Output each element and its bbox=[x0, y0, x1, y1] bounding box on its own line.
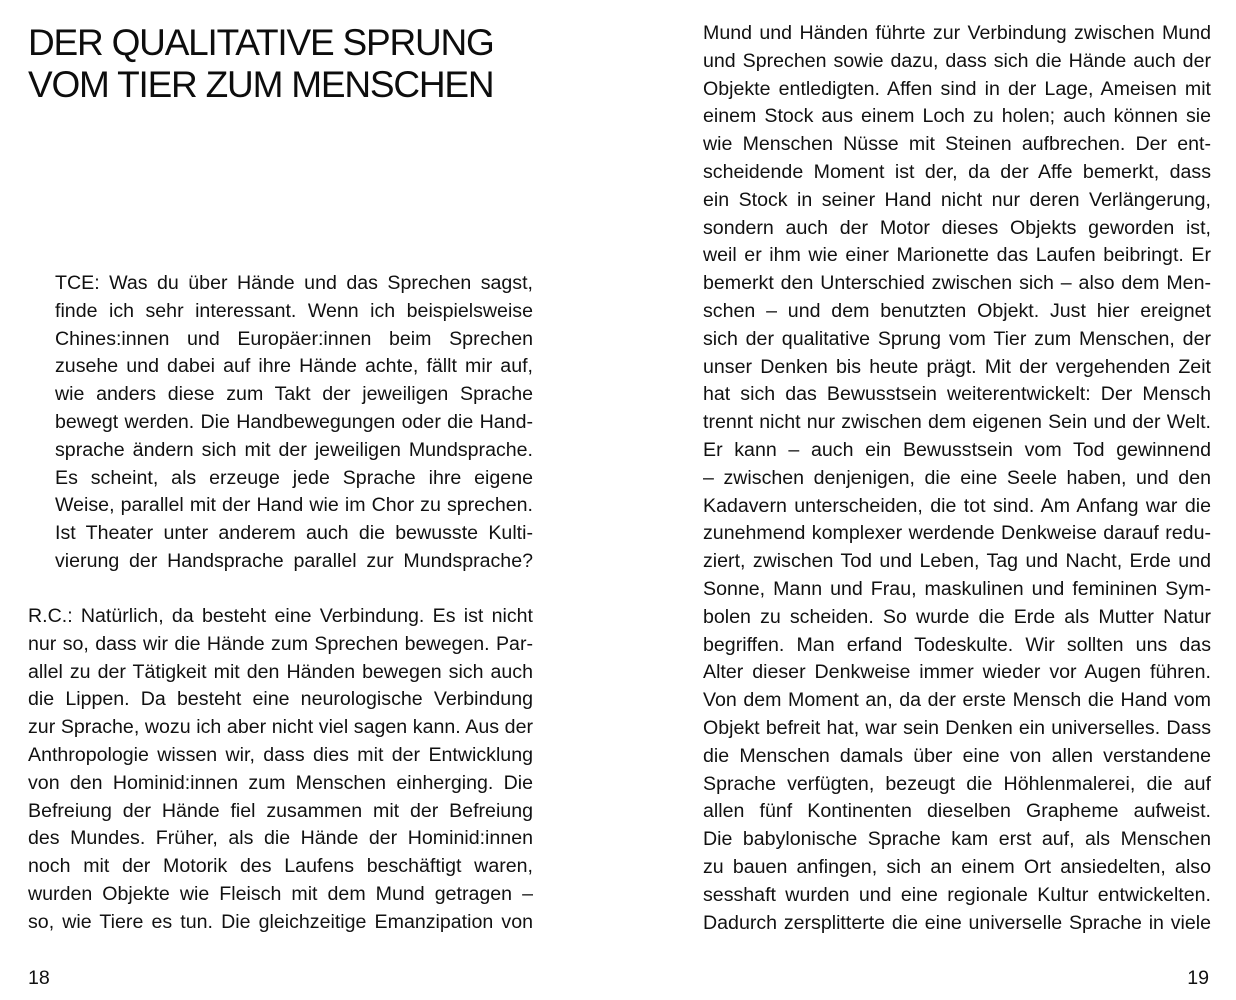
text-line: die Menschen damals über eine von allen verstandene bbox=[703, 744, 1211, 767]
text-line: Kadavern unterscheiden, die tot sind. Am Anfang war die bbox=[703, 494, 1211, 517]
text-line: bewegt werden. Die Handbewegungen oder die Hand- bbox=[55, 410, 533, 433]
text-line: finde ich sehr interessant. Wenn ich beispielsweise bbox=[55, 299, 533, 322]
text-line: zusehe und dabei auf ihre Hände achte, fällt mir auf, bbox=[55, 355, 533, 378]
text-line: Befreiung der Hände fiel zusammen mit der Befreiung bbox=[28, 799, 533, 822]
text-line: Er kann – auch ein Bewusstsein vom Tod gewinnend bbox=[703, 438, 1211, 461]
text-line: hat sich das Bewusstsein weiterentwickelt: Der Mensch bbox=[703, 383, 1211, 406]
text-line: wie anders diese zum Takt der jeweiligen Sprache bbox=[55, 383, 533, 406]
text-line: sprache ändern sich mit der jeweiligen Mundsprache. bbox=[55, 438, 533, 461]
right-page bbox=[618, 0, 1236, 1000]
text-line: Dadurch zersplitterte die eine universelle Sprache in viele bbox=[703, 911, 1211, 934]
text-line: TCE: Was du über Hände und das Sprechen sagst, bbox=[55, 272, 533, 294]
chapter-title-line: VOM TIER ZUM MENSCHEN bbox=[28, 64, 494, 105]
text-line: zunehmend komplexer werdende Denkweise darauf redu- bbox=[703, 522, 1211, 545]
text-line: Es scheint, als erzeuge jede Sprache ihre eigene bbox=[55, 466, 533, 489]
text-line: scheidende Moment ist der, da der Affe bemerkt, dass bbox=[703, 160, 1211, 183]
text-line: so, wie Tiere es tun. Die gleichzeitige Emanzipation von bbox=[28, 910, 533, 933]
text-line: nur so, dass wir die Hände zum Sprechen bewegen. Par- bbox=[28, 632, 533, 655]
text-line: Sonne, Mann und Frau, maskulinen und femininen Sym- bbox=[703, 577, 1211, 600]
text-line: wie Menschen Nüsse mit Steinen aufbrechen. Der ent- bbox=[703, 133, 1211, 156]
text-line: sesshaft wurden und eine regionale Kultur entwickelten. bbox=[703, 883, 1211, 906]
text-line: sich der qualitative Sprung vom Tier zum Menschen, der bbox=[703, 327, 1211, 350]
text-line: R.C.: Natürlich, da besteht eine Verbindung. Es ist nicht bbox=[28, 605, 533, 627]
text-line: schen – und dem benutzten Objekt. Just hier ereignet bbox=[703, 299, 1211, 322]
text-line: bemerkt den Unterschied zwischen sich – also dem Men- bbox=[703, 272, 1211, 295]
text-line: Alter dieser Denkweise immer wieder vor Augen führen. bbox=[703, 661, 1211, 684]
text-line: einem Stock aus einem Loch zu holen; auch können sie bbox=[703, 105, 1211, 128]
text-line: noch mit der Motorik des Laufens beschäftigt waren, bbox=[28, 855, 533, 878]
text-line: des Mundes. Früher, als die Hände der Hominid:innen bbox=[28, 827, 533, 850]
text-line: sondern auch der Motor dieses Objekts geworden ist, bbox=[703, 216, 1211, 239]
text-line: Ist Theater unter anderem auch die bewusste Kulti- bbox=[55, 522, 533, 545]
text-line: allel zu der Tätigkeit mit den Händen bewegen sich auch bbox=[28, 660, 533, 683]
text-line: die Lippen. Da besteht eine neurologische Verbindung bbox=[28, 688, 533, 711]
text-line: unser Denken bis heute prägt. Mit der vergehenden Zeit bbox=[703, 355, 1211, 378]
text-line: Mund und Händen führte zur Verbindung zwischen Mund bbox=[703, 22, 1211, 44]
text-line: Von dem Moment an, da der erste Mensch die Hand vom bbox=[703, 689, 1211, 712]
page-number: 18 bbox=[28, 967, 50, 989]
text-line: von den Hominid:innen zum Menschen einherging. Die bbox=[28, 771, 533, 794]
text-line: ziert, zwischen Tod und Leben, Tag und Nacht, Erde und bbox=[703, 550, 1211, 573]
text-line: ein Stock in seiner Hand nicht nur deren Verlängerung, bbox=[703, 188, 1211, 211]
tce-question-paragraph bbox=[55, 270, 533, 576]
rc-answer-paragraph bbox=[28, 603, 533, 937]
text-line: vierung der Handsprache parallel zur Mundsprache? bbox=[55, 549, 533, 572]
text-line: Weise, parallel mit der Hand wie im Chor zu sprechen. bbox=[55, 494, 533, 517]
text-line: bolen zu scheiden. So wurde die Erde als Mutter Natur bbox=[703, 605, 1211, 628]
text-line: zur Sprache, wozu ich aber nicht viel sagen kann. Aus der bbox=[28, 716, 533, 739]
chapter-title bbox=[28, 22, 568, 106]
body-text-column bbox=[703, 20, 1211, 937]
text-line: Objekte entledigten. Affen sind in der Lage, Ameisen mit bbox=[703, 77, 1211, 100]
text-line: begriffen. Man erfand Todeskulte. Wir sollten uns das bbox=[703, 633, 1211, 656]
text-line: allen fünf Kontinenten dieselben Grapheme aufweist. bbox=[703, 800, 1211, 823]
chapter-title-line: DER QUALITATIVE SPRUNG bbox=[28, 22, 494, 63]
text-line: weil er ihm wie einer Marionette das Laufen beibringt. Er bbox=[703, 244, 1211, 267]
text-line: Chines:innen und Europäer:innen beim Sprechen bbox=[55, 327, 533, 350]
text-line: zu bauen anfingen, sich an einem Ort ansiedelten, also bbox=[703, 855, 1211, 878]
text-line: – zwischen denjenigen, die eine Seele haben, und den bbox=[703, 466, 1211, 489]
text-line: Sprache verfügten, bezeugt die Höhlenmalerei, die auf bbox=[703, 772, 1211, 795]
page-number: 19 bbox=[1187, 967, 1209, 989]
text-line: Objekt befreit hat, war sein Denken ein universelles. Dass bbox=[703, 716, 1211, 739]
text-line: Die babylonische Sprache kam erst auf, als Menschen bbox=[703, 828, 1211, 851]
text-line: trennt nicht nur zwischen dem eigenen Sein und der Welt. bbox=[703, 411, 1211, 434]
text-line: wurden Objekte wie Fleisch mit dem Mund getragen – bbox=[28, 882, 533, 905]
text-line: und Sprechen sowie dazu, dass sich die Hände auch der bbox=[703, 49, 1211, 72]
text-line: Anthropologie wissen wir, dass dies mit der Entwicklung bbox=[28, 743, 533, 766]
